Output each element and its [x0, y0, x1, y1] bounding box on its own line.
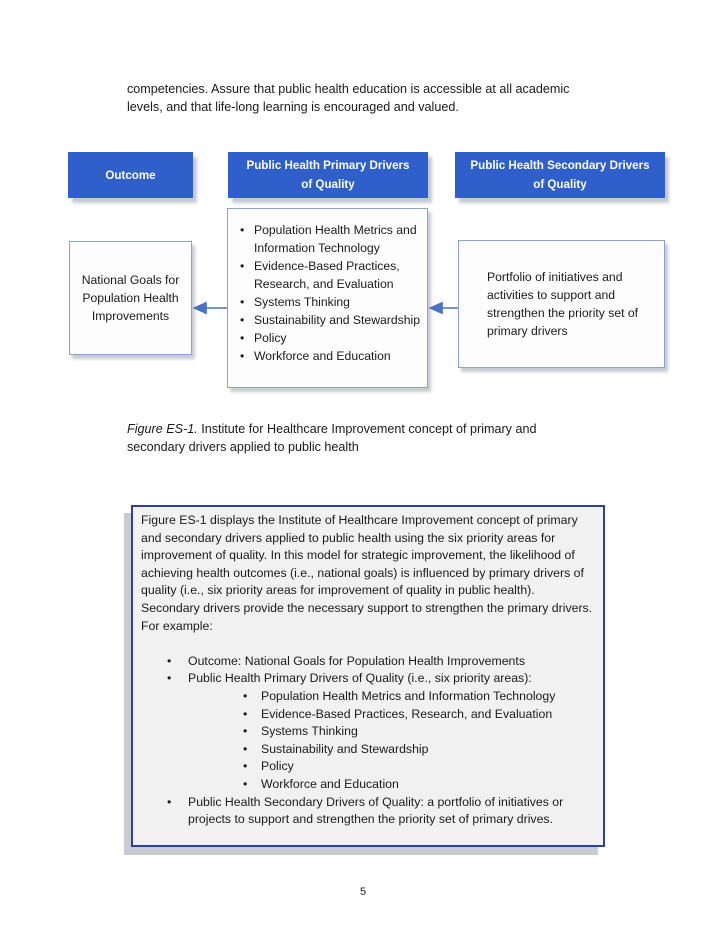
intro-paragraph: competencies. Assure that public health education is accessible at all academic levels, and that life-long learning is encouraged and valued.: [127, 82, 570, 114]
callout-sub-bullet: • Evidence-Based Practices, Research, and Evaluation: [243, 706, 595, 724]
callout-bullet-primary: [161, 670, 595, 793]
primary-driver-item: • Sustainability and Stewardship: [240, 311, 421, 329]
outcome-box-text: National Goals for Population Health Improvements: [81, 273, 180, 323]
callout-paragraph: Figure ES-1 displays the Institute of Healthcare Improvement concept of primary and secondary drivers applied to public health using the six priority areas for improvement of quality. In this model for strategic improvement, the likelihood of achieving health outcomes (i.e., national goals) is influenced by primary drivers of quality (i.e., six priority areas for improvement of quality in public health). Secondary drivers provide the necessary support to strengthen the primary drivers. For example:: [141, 513, 593, 633]
figure-label: Figure ES-1.: [127, 422, 198, 436]
callout-bullet-list: [141, 653, 595, 829]
callout-sub-bullet: • Population Health Metrics and Information Technology: [243, 688, 595, 706]
primary-driver-item: • Systems Thinking: [240, 293, 421, 311]
secondary-drivers-header: [455, 152, 665, 198]
primary-header-line1: Public Health Primary Drivers: [246, 159, 410, 172]
primary-drivers-header: [228, 152, 428, 198]
callout-bullet-secondary: [161, 794, 595, 829]
diagram-arrows: [180, 290, 470, 330]
callout-bullet-text: Public Health Secondary Drivers of Quality: a portfolio of initiatives or projects to support and strengthen the priority set of primary drives.: [188, 794, 564, 827]
explanation-callout: [131, 505, 605, 847]
callout-sub-bullet: • Policy: [243, 758, 595, 776]
primary-driver-item: • Workforce and Education: [240, 347, 421, 365]
secondary-drivers-box: [458, 240, 665, 368]
figure-caption-text: Institute for Healthcare Improvement concept of primary and secondary drivers applied to public health: [127, 422, 537, 454]
callout-sub-bullet-list: [188, 688, 595, 794]
primary-driver-item: • Policy: [240, 329, 421, 347]
page-number: 5: [360, 886, 367, 898]
callout-sub-bullet: • Workforce and Education: [243, 776, 595, 794]
primary-driver-item: • Evidence-Based Practices, Research, and Evaluation: [240, 257, 421, 293]
outcome-header: [68, 152, 193, 198]
callout-bullet-outcome: [161, 653, 595, 671]
figure-caption: [127, 420, 597, 456]
outcome-header-label: Outcome: [105, 168, 156, 182]
secondary-box-text: Portfolio of initiatives and activities to support and strengthen the priority set of primary drivers: [487, 270, 639, 338]
secondary-header-line2: of Quality: [533, 178, 587, 191]
outcome-box: [69, 241, 192, 355]
primary-header-line2: of Quality: [301, 178, 355, 191]
callout-sub-bullet: • Systems Thinking: [243, 723, 595, 741]
secondary-header-line1: Public Health Secondary Drivers: [470, 159, 650, 172]
primary-driver-item: • Population Health Metrics and Information Technology: [240, 221, 421, 257]
callout-bullet-text: Public Health Primary Drivers of Quality (i.e., six priority areas):: [188, 671, 532, 686]
callout-bullet-text: Outcome: National Goals for Population Health Improvements: [188, 653, 525, 668]
callout-sub-bullet: • Sustainability and Stewardship: [243, 741, 595, 759]
